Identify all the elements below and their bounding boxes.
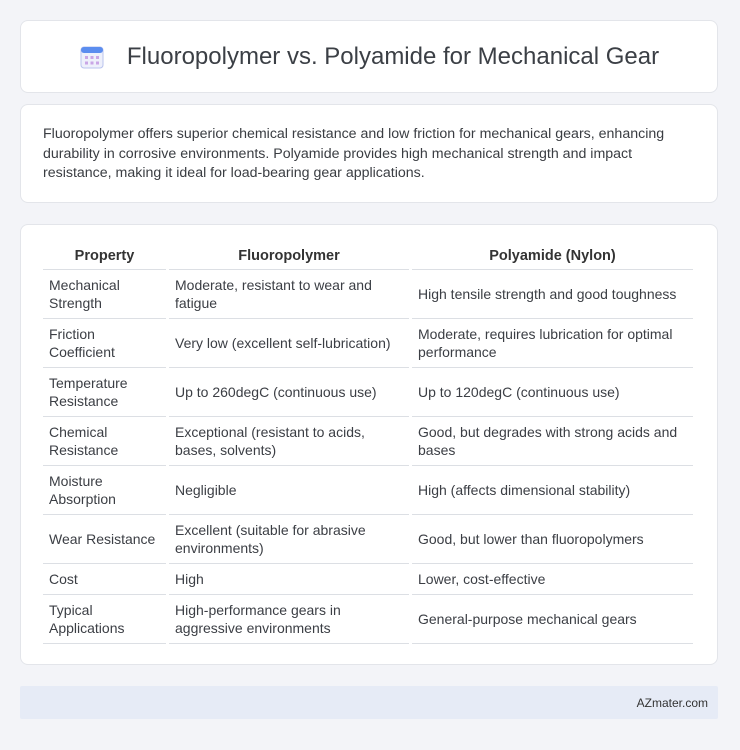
polyamide-cell: Lower, cost-effective: [412, 564, 693, 595]
property-cell: Cost: [43, 564, 166, 595]
table-row: [43, 466, 693, 515]
fluoropolymer-cell: Up to 260degC (continuous use): [169, 368, 409, 417]
polyamide-cell: Good, but lower than fluoropolymers: [412, 515, 693, 564]
table-row: [43, 417, 693, 466]
property-cell: Chemical Resistance: [43, 417, 166, 466]
property-cell: Temperature Resistance: [43, 368, 166, 417]
comparison-table: [40, 245, 696, 644]
table-row: [43, 515, 693, 564]
comparison-card: [20, 224, 718, 665]
table-row: [43, 595, 693, 644]
fluoropolymer-cell: Exceptional (resistant to acids, bases, solvents): [169, 417, 409, 466]
header-card: [20, 20, 718, 93]
fluoropolymer-cell: High: [169, 564, 409, 595]
summary-card: [20, 104, 718, 203]
table-row: [43, 368, 693, 417]
fluoropolymer-cell: Very low (excellent self-lubrication): [169, 319, 409, 368]
summary-text: Fluoropolymer offers superior chemical resistance and low friction for mechanical gears, enhancing durability in corrosive environments. Polyamide provides high mechanical strength and impact resistance, making it ideal for load-bearing gear applications.: [43, 126, 665, 181]
polyamide-cell: General-purpose mechanical gears: [412, 595, 693, 644]
table-row: [43, 319, 693, 368]
calendar-icon: [79, 44, 105, 70]
table-header-row: [43, 245, 693, 270]
polyamide-cell: High tensile strength and good toughness: [412, 270, 693, 319]
fluoropolymer-cell: Excellent (suitable for abrasive environments): [169, 515, 409, 564]
footer-bar: [20, 686, 718, 719]
polyamide-cell: High (affects dimensional stability): [412, 466, 693, 515]
table-row: [43, 564, 693, 595]
property-cell: Wear Resistance: [43, 515, 166, 564]
column-header-fluoropolymer: Fluoropolymer: [169, 245, 409, 270]
polyamide-cell: Up to 120degC (continuous use): [412, 368, 693, 417]
polyamide-cell: Moderate, requires lubrication for optimal performance: [412, 319, 693, 368]
column-header-polyamide: Polyamide (Nylon): [412, 245, 693, 270]
fluoropolymer-cell: Moderate, resistant to wear and fatigue: [169, 270, 409, 319]
fluoropolymer-cell: High-performance gears in aggressive environments: [169, 595, 409, 644]
property-cell: Typical Applications: [43, 595, 166, 644]
table-row: [43, 270, 693, 319]
polyamide-cell: Good, but degrades with strong acids and bases: [412, 417, 693, 466]
column-header-property: Property: [43, 245, 166, 270]
page-title: Fluoropolymer vs. Polyamide for Mechanical Gear: [126, 42, 660, 70]
property-cell: Friction Coefficient: [43, 319, 166, 368]
property-cell: Mechanical Strength: [43, 270, 166, 319]
property-cell: Moisture Absorption: [43, 466, 166, 515]
footer-brand: AZmater.com: [636, 695, 708, 710]
fluoropolymer-cell: Negligible: [169, 466, 409, 515]
